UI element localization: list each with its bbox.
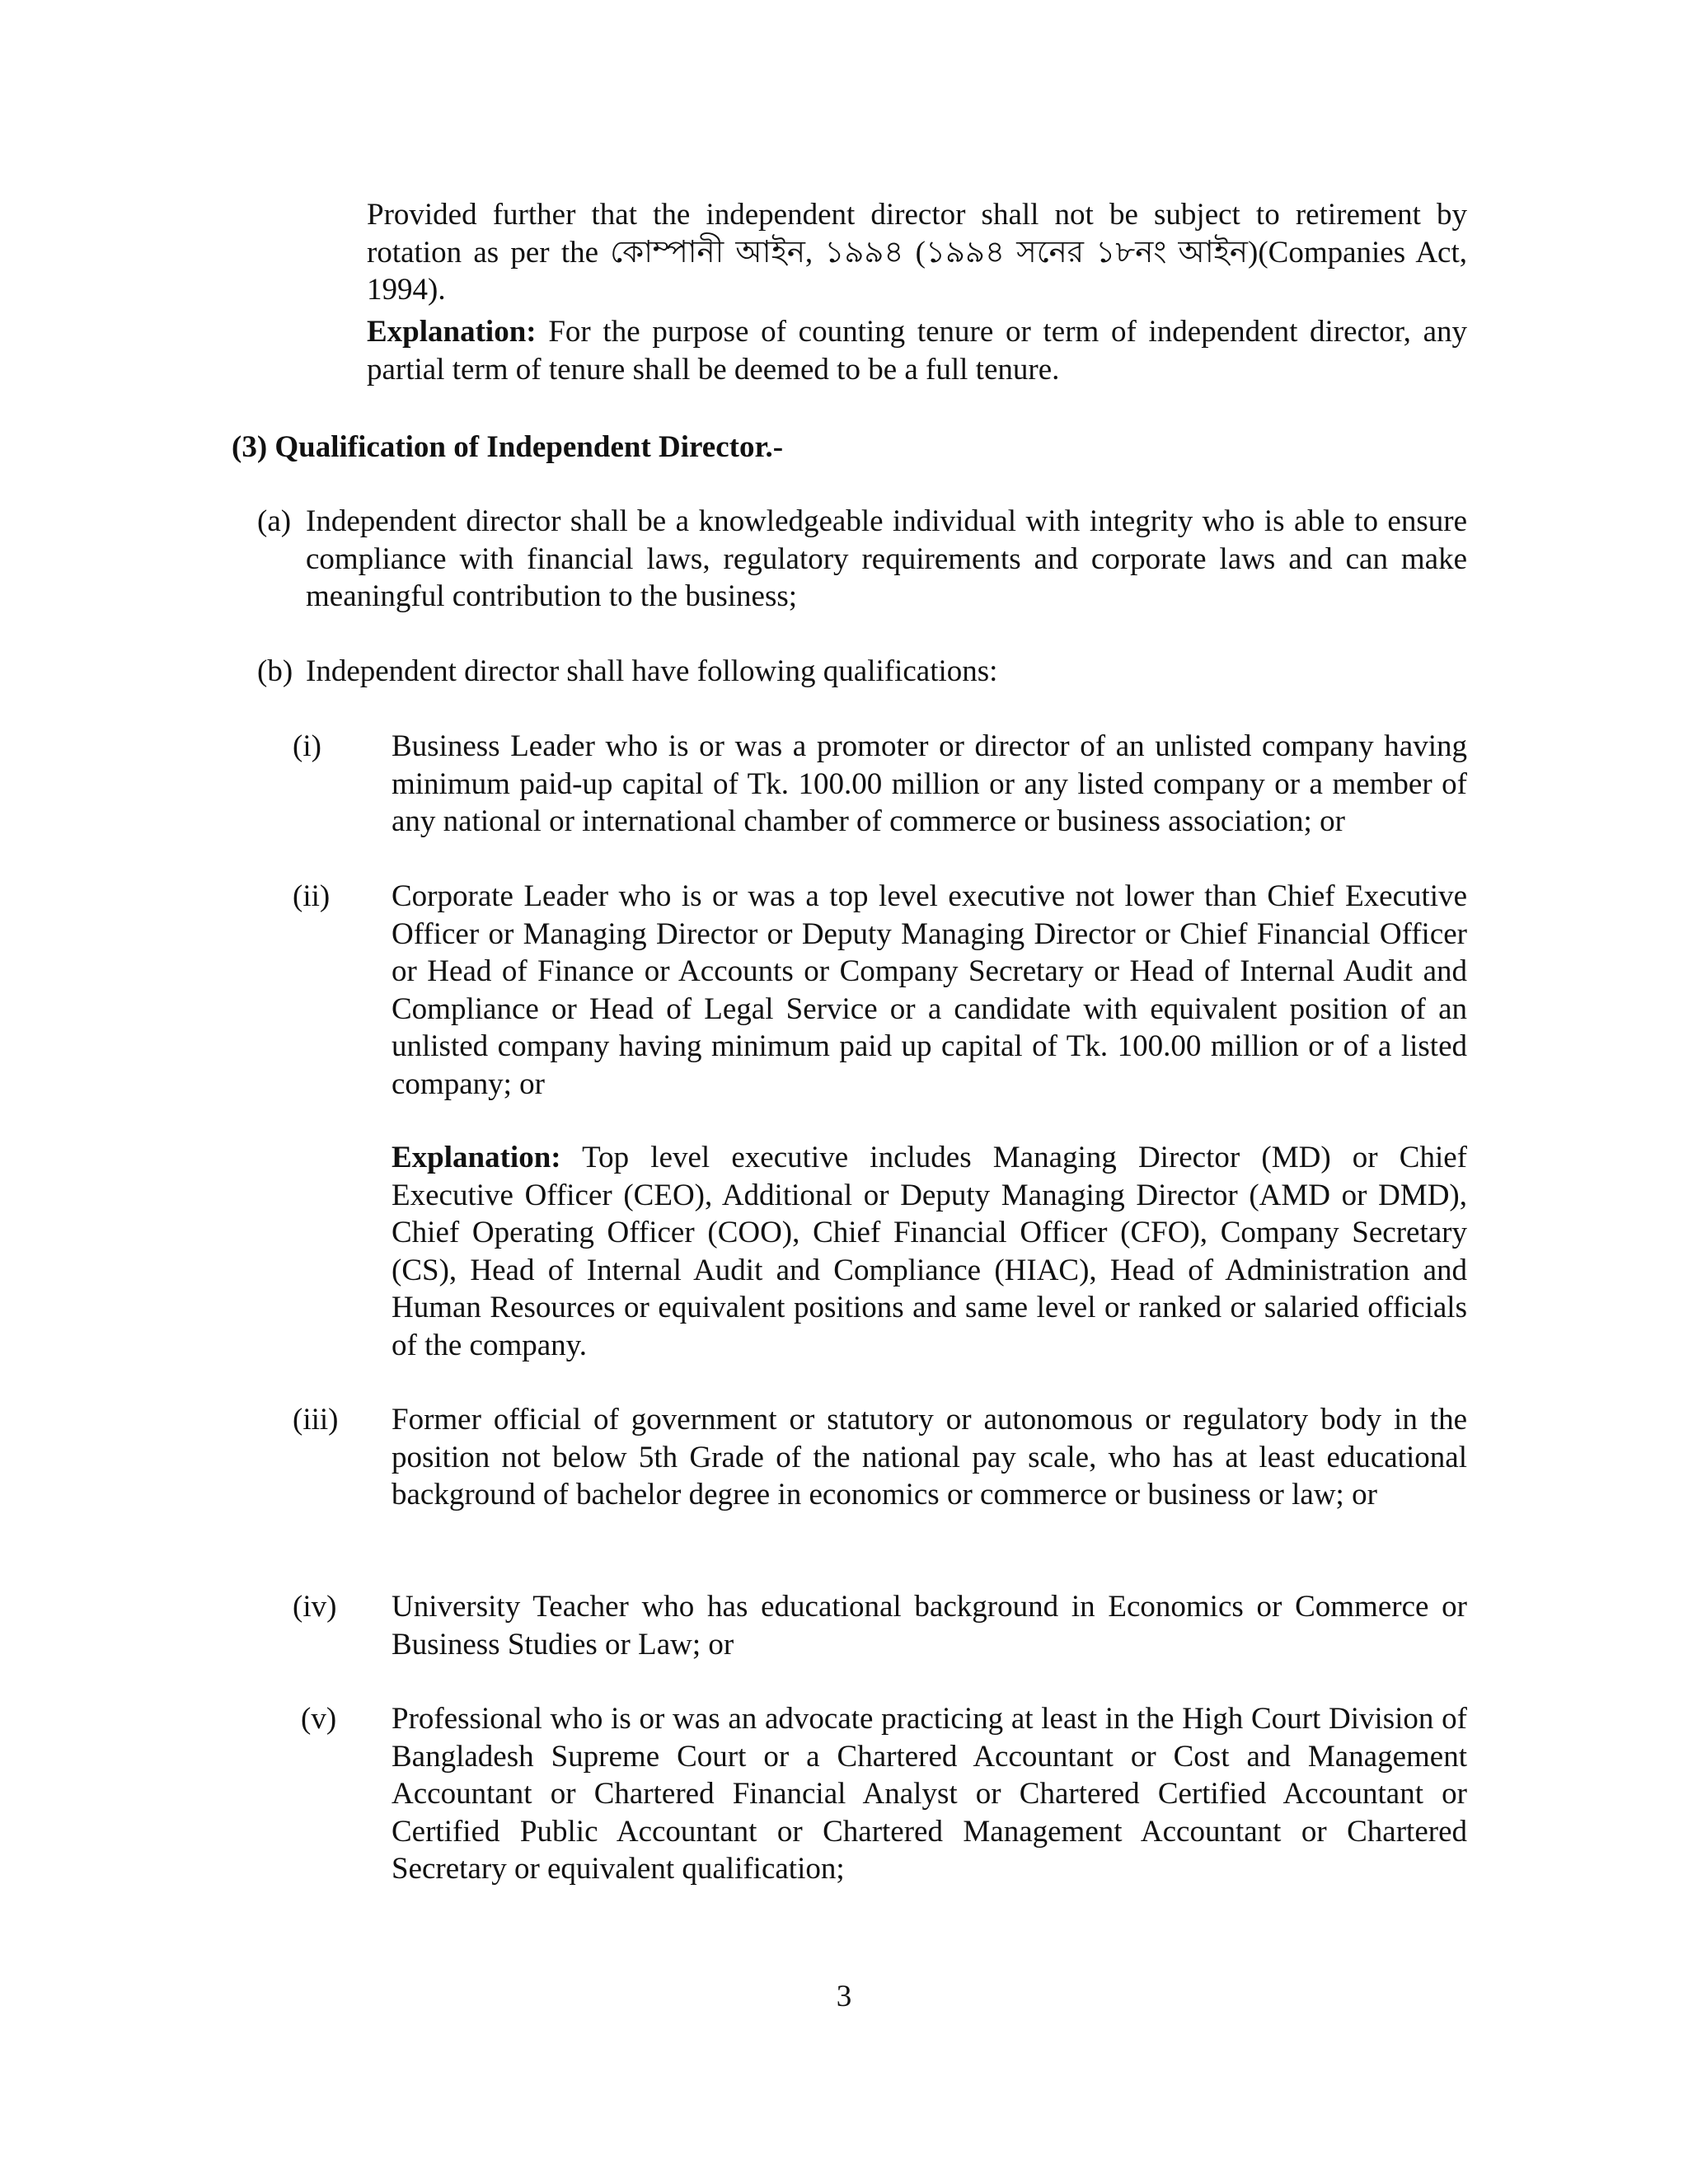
item-text: Independent director shall be a knowledgeable individual with integrity who is able to ensure compliance with financial laws, regulatory requirements and corporate laws and can make meaningful contribution to the business;	[306, 504, 1467, 613]
item-text: Independent director shall have following qualifications:	[306, 654, 998, 688]
section-heading: (3) Qualification of Independent Director.-	[232, 430, 784, 464]
subitem-text: Corporate Leader who is or was a top level executive not lower than Chief Executive Officer or Managing Director or Deputy Managing Director or Chief Financial Officer or Head of Finance or Accounts or Company Secretary or Head of Internal Audit and Compliance or Head of Legal Service or a candidate with equivalent position of an unlisted company having minimum paid up capital of Tk. 100.00 million or of a listed company; or	[392, 879, 1467, 1101]
explanation-label: Explanation:	[392, 1141, 561, 1174]
subitem-label: (ii)	[293, 879, 331, 913]
top-level-executive-explanation	[392, 1139, 1467, 1364]
subitem-label: (v)	[301, 1702, 337, 1736]
item-label: (a)	[257, 504, 292, 538]
proviso-paragraph: Provided further that the independent director shall not be subject to retirement by rotation as per the কোম্পানী আইন, ১৯৯৪ (১৯৯৪ সনের ১৮নং আইন)(Companies Act, 1994).	[367, 198, 1467, 307]
page-number: 3	[836, 1980, 852, 2013]
explanation-text: For the purpose of counting tenure or term of independent director, any partial term of tenure shall be deemed to be a full tenure.	[367, 315, 1467, 387]
tenure-explanation-paragraph	[367, 313, 1467, 388]
explanation-text: Top level executive includes Managing Director (MD) or Chief Executive Officer (CEO), Additional or Deputy Managing Director (AMD or DMD), Chief Operating Officer (COO), Chief Financial Officer (CFO), Company Secretary (CS), Head of Internal Audit and Compliance (HIAC), Head of Administration and Human Resources or equivalent positions and same level or ranked or salaried officials of the company.	[392, 1141, 1467, 1362]
subitem-text: Professional who is or was an advocate practicing at least in the High Court Division of Bangladesh Supreme Court or a Chartered Accountant or Cost and Management Accountant or Chartered Financial Analyst or Chartered Certified Accountant or Certified Public Accountant or Chartered Management Accountant or Chartered Secretary or equivalent qualification;	[392, 1702, 1467, 1886]
subitem-text: University Teacher who has educational background in Economics or Commerce or Business Studies or Law; or	[392, 1590, 1467, 1661]
item-label: (b)	[257, 654, 293, 688]
subitem-label: (iii)	[293, 1403, 339, 1436]
explanation-label: Explanation:	[367, 315, 537, 349]
subitem-text: Business Leader who is or was a promoter or director of an unlisted company having minimum paid-up capital of Tk. 100.00 million or any listed company or a member of any national or international chamber of commerce or business association; or	[392, 729, 1467, 838]
subitem-label: (i)	[293, 729, 321, 763]
subitem-text: Former official of government or statutory or autonomous or regulatory body in the position not below 5th Grade of the national pay scale, who has at least educational background of bachelor degree in economics or commerce or business or law; or	[392, 1403, 1467, 1511]
subitem-label: (iv)	[293, 1590, 337, 1624]
